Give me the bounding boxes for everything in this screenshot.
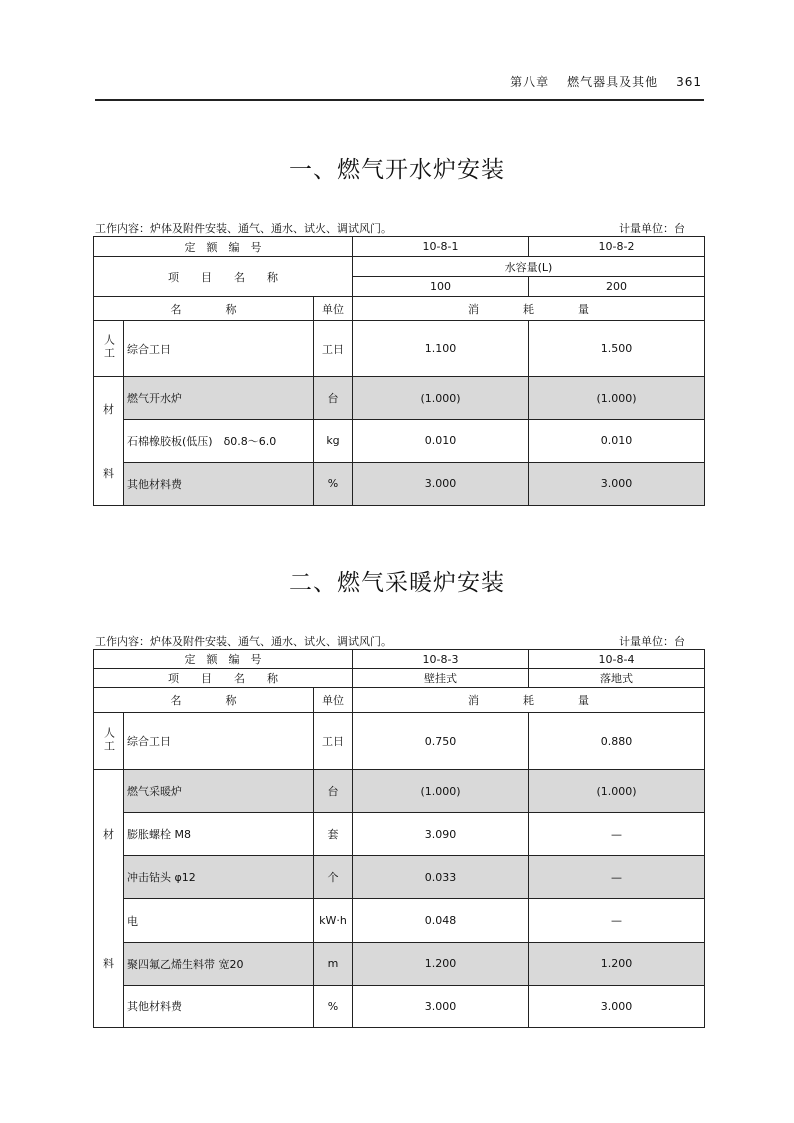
work-content: 工作内容：炉体及附件安装、通气、通水、试火、调试风门。 (95, 635, 392, 648)
consume-header: 消 耗 量 (353, 688, 705, 713)
measure-unit: 计量单位：台 (619, 222, 685, 235)
row-unit: kW·h (314, 899, 353, 942)
quota-label: 定 额 编 号 (94, 237, 353, 257)
item-label: 项 目 名 称 (94, 669, 353, 688)
labor-category: 人工 (102, 726, 116, 753)
quota-code: 10-8-2 (529, 237, 705, 257)
quota-label: 定 额 编 号 (94, 650, 353, 669)
row-name: 冲击钻头 φ12 (124, 856, 314, 899)
row-name: 石棉橡胶板(低压) δ0.8～6.0 (124, 420, 314, 462)
row-unit: 个 (314, 856, 353, 899)
row-value: 0.750 (353, 713, 529, 770)
row-value: 3.000 (353, 462, 529, 505)
item-label: 项 目 名 称 (94, 257, 353, 297)
row-name: 其他材料费 (124, 462, 314, 505)
row-unit: % (314, 462, 353, 505)
row-unit: 台 (314, 377, 353, 420)
section1-meta (95, 220, 685, 236)
row-name: 电 (124, 899, 314, 942)
row-value: 1.100 (353, 321, 529, 377)
row-name: 其他材料费 (124, 985, 314, 1027)
row-value: 0.010 (353, 420, 529, 462)
quota-code: 10-8-1 (353, 237, 529, 257)
row-value: 0.010 (529, 420, 705, 462)
quota-table-1 (93, 236, 705, 506)
unit-header: 单位 (314, 688, 353, 713)
row-value: 1.200 (529, 942, 705, 985)
row-value: — (529, 856, 705, 899)
row-name: 燃气开水炉 (124, 377, 314, 420)
row-name: 膨胀螺栓 M8 (124, 813, 314, 856)
material-category: 材 料 (94, 770, 124, 1028)
row-value: — (529, 899, 705, 942)
row-name: 聚四氟乙烯生料带 宽20 (124, 942, 314, 985)
row-value: 3.090 (353, 813, 529, 856)
row-unit: m (314, 942, 353, 985)
section1-title: 一、燃气开水炉安装 (289, 157, 505, 183)
row-value: (1.000) (529, 377, 705, 420)
row-value: 0.880 (529, 713, 705, 770)
row-unit: 工日 (314, 321, 353, 377)
row-value: 3.000 (353, 985, 529, 1027)
row-value: 0.033 (353, 856, 529, 899)
consume-header: 消 耗 量 (353, 297, 705, 321)
row-unit: 工日 (314, 713, 353, 770)
measure-unit: 计量单位：台 (619, 635, 685, 648)
param-value: 壁挂式 (353, 669, 529, 688)
row-name: 综合工日 (124, 321, 314, 377)
row-value: 1.200 (353, 942, 529, 985)
row-unit: 台 (314, 770, 353, 813)
row-unit: % (314, 985, 353, 1027)
param-label: 水容量(L) (353, 257, 705, 277)
row-value: 3.000 (529, 985, 705, 1027)
labor-category: 人工 (102, 334, 116, 360)
material-category: 材 料 (94, 377, 124, 506)
param-value: 100 (353, 277, 529, 297)
param-value: 落地式 (529, 669, 705, 688)
section2-meta (95, 633, 685, 649)
row-value: (1.000) (529, 770, 705, 813)
quota-code: 10-8-3 (353, 650, 529, 669)
page-number: 361 (676, 75, 702, 89)
section-label: 燃气器具及其他 (567, 75, 659, 89)
row-value: 0.048 (353, 899, 529, 942)
section2-title: 二、燃气采暖炉安装 (289, 570, 505, 596)
row-name: 燃气采暖炉 (124, 770, 314, 813)
header-rule (95, 99, 704, 101)
quota-code: 10-8-4 (529, 650, 705, 669)
row-name: 综合工日 (124, 713, 314, 770)
row-value: — (529, 813, 705, 856)
unit-header: 单位 (314, 297, 353, 321)
quota-table-2 (93, 649, 705, 1028)
name-header: 名 称 (94, 297, 314, 321)
param-value: 200 (529, 277, 705, 297)
row-value: 1.500 (529, 321, 705, 377)
row-value: 3.000 (529, 462, 705, 505)
row-value: (1.000) (353, 770, 529, 813)
chapter-label: 第八章 (510, 75, 550, 89)
name-header: 名 称 (94, 688, 314, 713)
row-unit: kg (314, 420, 353, 462)
work-content: 工作内容：炉体及附件安装、通气、通水、试火、调试风门。 (95, 222, 392, 235)
row-value: (1.000) (353, 377, 529, 420)
row-unit: 套 (314, 813, 353, 856)
page-header (95, 73, 702, 97)
